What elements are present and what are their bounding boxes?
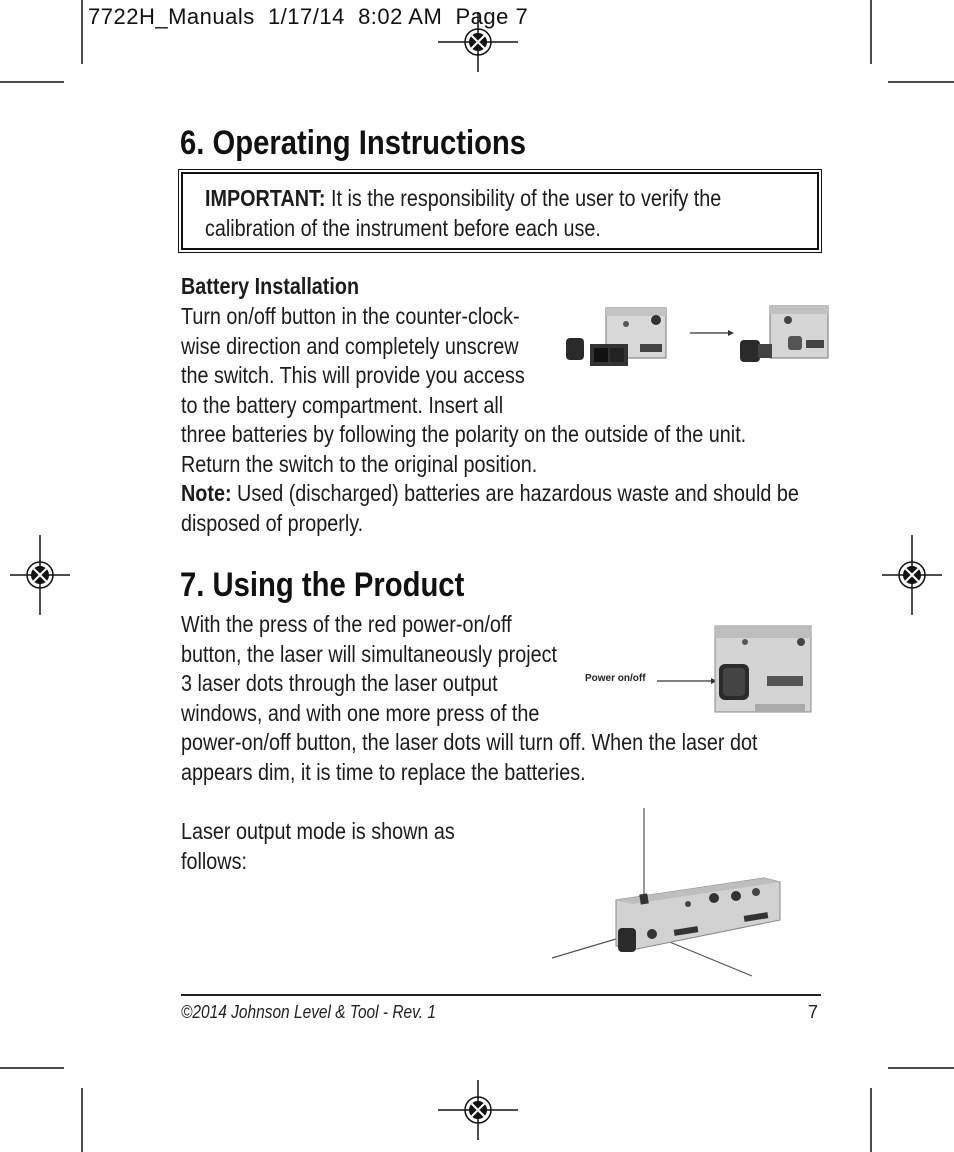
battery-line: Turn on/off button in the counter-clock- xyxy=(181,303,520,329)
using-line: windows, and with one more press of the xyxy=(181,699,540,726)
important-line-2: calibration of the instrument before each use. xyxy=(205,214,601,241)
section-6-title: 6. Operating Instructions xyxy=(180,124,527,162)
note-line-2: disposed of properly. xyxy=(181,509,364,536)
important-line-1: It is the responsibility of the user to verify the xyxy=(325,185,722,211)
note-text-1: Used (discharged) batteries are hazardous waste and should be xyxy=(231,480,799,506)
footer-rule xyxy=(181,994,821,996)
registration-mark-top xyxy=(438,12,518,72)
laser-output-illustration xyxy=(548,800,828,990)
battery-line: wise direction and completely unscrew xyxy=(181,332,519,359)
important-label: IMPORTANT: xyxy=(205,185,326,211)
laser-mode-line-1: Laser output mode is shown as xyxy=(181,818,455,844)
print-slug: 7722H_Manuals 1/17/14 8:02 AM Page 7 xyxy=(88,4,529,29)
using-line: With the press of the red power-on/off xyxy=(181,611,512,637)
battery-installation-illustration xyxy=(560,300,830,380)
laser-mode-line-2: follows: xyxy=(181,847,247,874)
footer-page-number: 7 xyxy=(808,1002,819,1022)
using-line: button, the laser will simultaneously project xyxy=(181,640,558,667)
using-line: power-on/off button, the laser dots will turn off. When the laser dot xyxy=(181,729,758,755)
battery-line: to the battery compartment. Insert all xyxy=(181,391,504,418)
section-7-title: 7. Using the Product xyxy=(180,566,465,604)
registration-mark-bottom xyxy=(438,1080,518,1140)
laser-mode-paragraph xyxy=(181,817,455,876)
registration-mark-right xyxy=(882,535,942,615)
using-line: appears dim, it is time to replace the batteries. xyxy=(181,758,586,785)
important-notice-text xyxy=(205,184,807,243)
power-button-illustration xyxy=(655,620,815,720)
note-label: Note: xyxy=(181,480,232,506)
battery-line: Return the switch to the original position. xyxy=(181,450,538,477)
battery-heading: Battery Installation xyxy=(181,273,360,299)
battery-line: three batteries by following the polarity on the outside of the unit. xyxy=(181,421,747,447)
footer-copyright: ©2014 Johnson Level & Tool - Rev. 1 xyxy=(181,1002,436,1022)
power-on-off-label: Power on/off xyxy=(585,673,646,684)
using-line: 3 laser dots through the laser output xyxy=(181,670,498,696)
note-line xyxy=(181,479,869,509)
battery-line: the switch. This will provide you access xyxy=(181,362,525,388)
registration-mark-left xyxy=(10,535,70,615)
